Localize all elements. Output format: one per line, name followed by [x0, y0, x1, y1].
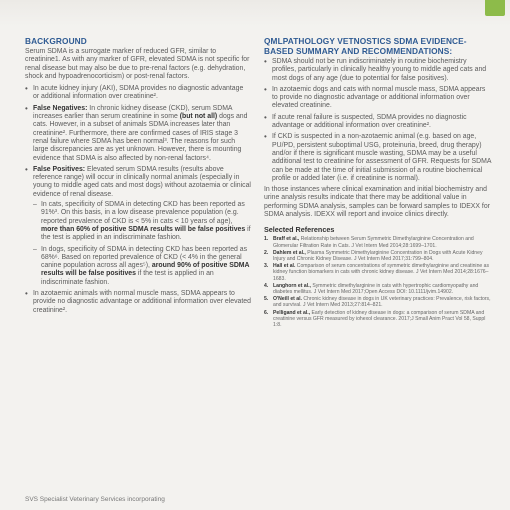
- references-title: Selected References: [264, 225, 335, 235]
- false-negatives-text-cont: dogs and cats. However, in a subset of animals SDMA increases later than creatinine². Furthermore, there are confirmed cases of IRIS stage 3 renal failure where SDMA has been normal³. The reasons for such large discrepancies are as yet unknown. However, there is mounting evidence that SDMA is also affected by non-renal factors⁴.: [33, 113, 248, 162]
- list-item: [25, 166, 251, 287]
- reference-number: 1.: [264, 236, 269, 243]
- reference-item: [264, 296, 492, 308]
- references-list: [264, 236, 492, 328]
- reference-number: 2.: [264, 249, 269, 256]
- cats-emphasis: more than 60% of positive SDMA results will be false positives: [41, 225, 246, 233]
- reference-author: Dahlem et al.,: [273, 249, 306, 256]
- list-item: [25, 105, 251, 163]
- reference-text: Comparison of serum concentrations of symmetric dimethylarginine and creatinine as kidney function biomarkers in cats with chronic kidney disease. J Vet Intern Med 2014;28:1676–1683.: [273, 263, 490, 282]
- reference-author: Hall et al.: [273, 263, 296, 270]
- reference-text: Symmetric dimethylarginine in cats with hypertrophic cardiomyopathy and diabetes mellitus. J Vet Intern Med 2017;Open Access DOI: 10.1111/jvim.14902.: [273, 282, 479, 295]
- reference-item: [264, 283, 492, 295]
- background-heading: BACKGROUND: [25, 36, 87, 46]
- reference-text: Chronic kidney disease in dogs in UK veterinary practices: Prevalence, risk factors, and survival. J Vet Intern Med 2013;27:814–821.: [273, 296, 491, 309]
- false-negatives-label: False Negatives:: [33, 104, 88, 112]
- false-positives-label: False Positives:: [33, 165, 86, 173]
- false-positives-sublist: [33, 201, 251, 287]
- recommendation-text: If CKD is suspected in a non-azotaemic animal (e.g. based on age, PU/PD, persistent suboptimal USG, proteinuria, breed, drug therapy) and/or if there is significant muscle wasting, SDMA may be a useful additional test to creatinine for assessment of GFR. Requests for SDMA can be made at the time of initial submission of a routine biochemical profile or added later (i.e. if creatinine is normal).: [272, 133, 492, 182]
- aki-text: In acute kidney injury (AKI), SDMA provides no diagnostic advantage or additional information over creatinine².: [33, 85, 244, 101]
- reference-author: Langhorn et al.,: [273, 282, 311, 289]
- reference-number: 3.: [264, 263, 269, 270]
- recommendation-text: SDMA should not be run indiscriminately in routine biochemistry profiles, particularly in clinically healthy young to middle aged cats and most dogs of any age (due to potential for false positives).: [272, 58, 487, 82]
- reference-text: Relationship between Serum Symmetric Dimethylarginine Concentration and Glomerular Filtration Rate in Cats. J Vet Intern Med 2014;28:1699–1701.: [273, 236, 474, 249]
- top-banner: [0, 0, 510, 26]
- reference-text: Plasma Symmetric Dimethylarginine Concentration in Dogs with Acute Kidney Injury and Chronic Kidney Disease. J Vet Intern Med 2017;31:799–804.: [273, 249, 483, 262]
- reference-author: Pelligand et al.,: [273, 309, 311, 316]
- list-item: [25, 85, 251, 102]
- list-item: [25, 290, 251, 315]
- dogs-text: In dogs, specificity of SDMA in detecting CKD has been reported as 68%⁶. Based on reported prevalence of CKD (< 4% in the general canine population across all ages⁵),: [41, 245, 248, 270]
- cats-text-cont: if the test is applied in an indiscriminate fashion.: [41, 225, 251, 242]
- background-intro: Serum SDMA is a surrogate marker of reduced GFR, similar to creatinine1. As with any marker of GFR, elevated SDMA is not specific for renal disease but may also be due to pre-renal factors (e.g. dehydration, shock and hypoadrenocorticism) or post-renal factors.: [25, 48, 250, 80]
- recommendation-text: In azotaemic dogs and cats with normal muscle mass, SDMA appears to provide no diagnostic advantage or additional information over elevated creatinine.: [272, 85, 486, 110]
- sub-list-item: [33, 201, 251, 242]
- reference-item: [264, 263, 492, 282]
- list-item: [264, 133, 492, 183]
- reference-number: 6.: [264, 309, 269, 316]
- recommendations-list: [264, 58, 492, 183]
- emphasis-text: (but not all): [179, 113, 218, 121]
- false-positives-text: Elevated serum SDMA results (results above reference range) will occur in clinically normal animals (especially in young to middle aged cats and most dogs) without azotaemia or clinical evidence of renal disease.: [33, 165, 251, 198]
- reference-author: O'Neill et al.: [273, 296, 302, 303]
- footer-text: SVS Specialist Veterinary Services incorporating: [25, 496, 165, 503]
- azotaemic-text: In azotaemic animals with normal muscle mass, SDMA appears to provide no diagnostic advantage or additional information over elevated creatinine².: [33, 290, 251, 314]
- recommendations-heading: QMLPATHOLOGY VETNOSTICS SDMA EVIDENCE-BASED SUMMARY AND RECOMMENDATIONS:: [264, 36, 467, 56]
- reference-text: Early detection of kidney disease in dogs: a comparison of serum SDMA and creatinine versus GFR measured by iohexol clearance. 2017;J Small Anim Pract Vol 58, Suppl 1:8.: [273, 309, 486, 328]
- reference-number: 5.: [264, 296, 269, 303]
- false-negatives-text: In chronic kidney disease (CKD), serum SDMA increases earlier than serum creatinine in some: [33, 104, 233, 121]
- list-item: [264, 58, 492, 83]
- dogs-text-cont: if the test is applied in an indiscriminate fashion.: [41, 270, 214, 286]
- background-list: [25, 85, 251, 315]
- reference-author: Braff et al.,: [273, 236, 300, 243]
- reference-item: [264, 250, 492, 262]
- reference-number: 4.: [264, 282, 269, 289]
- list-item: [264, 114, 492, 131]
- left-column: [25, 36, 251, 318]
- reference-item: [264, 310, 492, 329]
- cats-text: In cats, specificity of SDMA in detecting CKD has been reported as 91%³. On this basis, in a low disease prevalence population (e.g. reported prevalence of CKD is < 5% in cats < 10 years of age),: [41, 201, 245, 225]
- dogs-emphasis: around 90% of positive SDMA results will be false positives: [41, 262, 250, 278]
- closing-paragraph: In those instances where clinical examination and initial biochemistry and urine analysis results indicate that there may be additional value in performing SDMA analysis, samples can be forward samples to IDEXX for SDMA analysis. IDEXX will report and invoice clinics directly.: [264, 186, 490, 219]
- recommendation-text: If acute renal failure is suspected, SDMA provides no diagnostic advantage or additional information over creatinine².: [272, 113, 467, 130]
- brand-logo: [485, 0, 505, 16]
- right-column: [264, 36, 492, 329]
- list-item: [264, 86, 492, 111]
- reference-item: [264, 236, 492, 248]
- sub-list-item: [33, 246, 251, 287]
